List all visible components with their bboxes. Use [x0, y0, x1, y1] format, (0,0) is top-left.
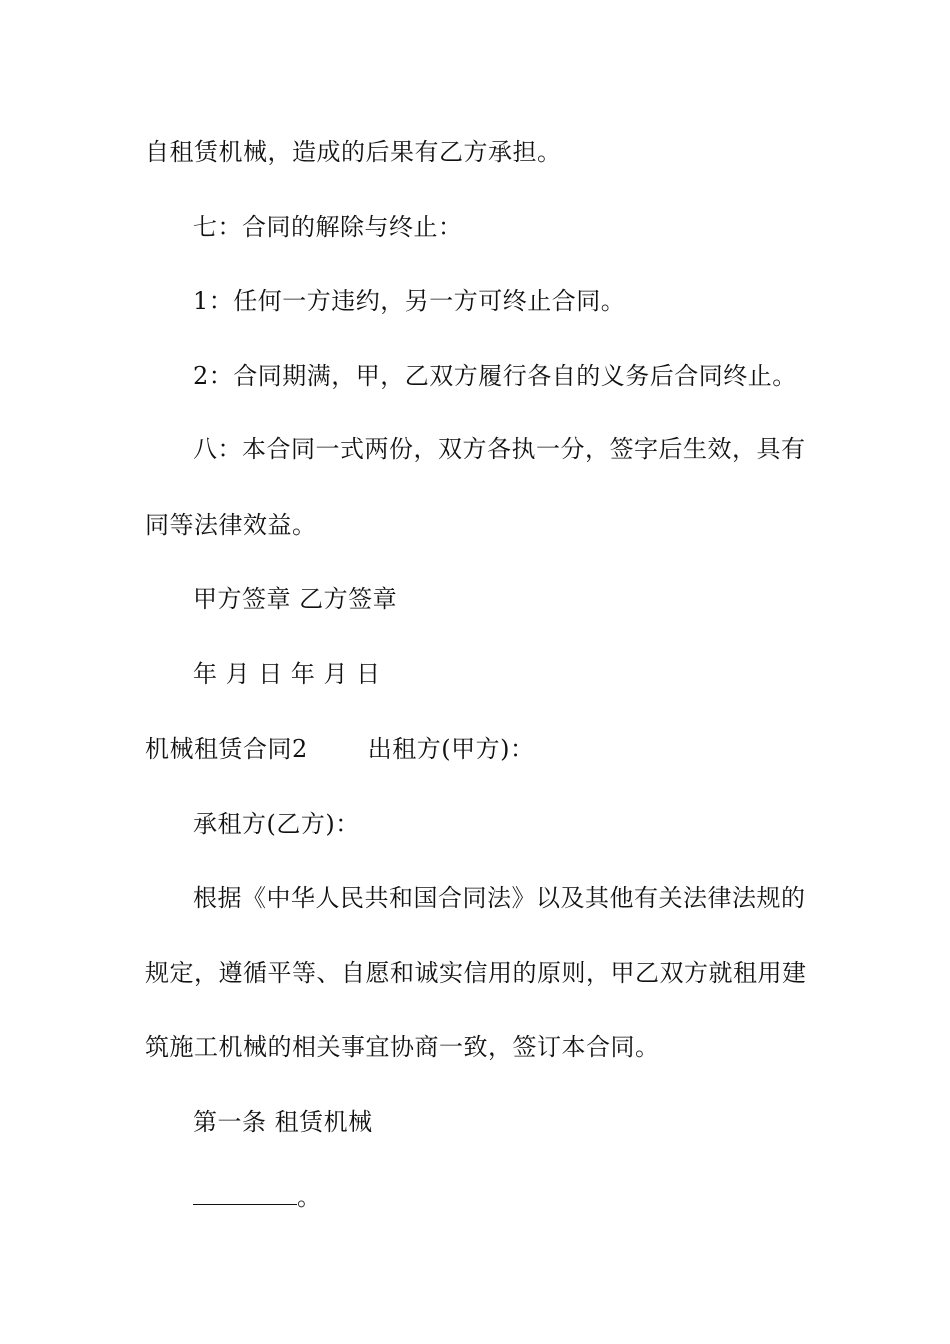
clause-line: 2：合同期满，甲，乙双方履行各自的义务后合同终止。 — [193, 362, 797, 390]
lessor-label: 出租方(甲方)： — [367, 735, 535, 763]
signature-line: 甲方签章 乙方签章 — [193, 585, 398, 613]
clause-line: 1：任何一方违约，另一方可终止合同。 — [193, 287, 626, 315]
date-line: 年 月 日 年 月 日 — [193, 660, 381, 688]
lessee-label: 承租方(乙方)： — [193, 810, 360, 838]
paragraph-line: 八：本合同一式两份，双方各执一分，签字后生效，具有 — [193, 435, 806, 463]
article-heading: 第一条 租赁机械 — [193, 1108, 373, 1136]
period-mark: 。 — [297, 1183, 322, 1211]
paragraph-line: 筑施工机械的相关事宜协商一致，签订本合同。 — [145, 1033, 660, 1061]
blank-field-line — [193, 1177, 863, 1217]
section-heading-termination: 七：合同的解除与终止： — [193, 213, 463, 241]
paragraph-line: 根据《中华人民共和国合同法》以及其他有关法律法规的 — [193, 884, 806, 912]
contract-title: 机械租赁合同2 — [145, 735, 308, 763]
paragraph-line: 同等法律效益。 — [145, 511, 317, 539]
blank-underline — [193, 1178, 297, 1205]
paragraph-line: 规定，遵循平等、自愿和诚实信用的原则，甲乙双方就租用建 — [145, 959, 807, 987]
contract-title-line — [145, 729, 815, 769]
paragraph-line: 自租赁机械，造成的后果有乙方承担。 — [145, 138, 562, 166]
